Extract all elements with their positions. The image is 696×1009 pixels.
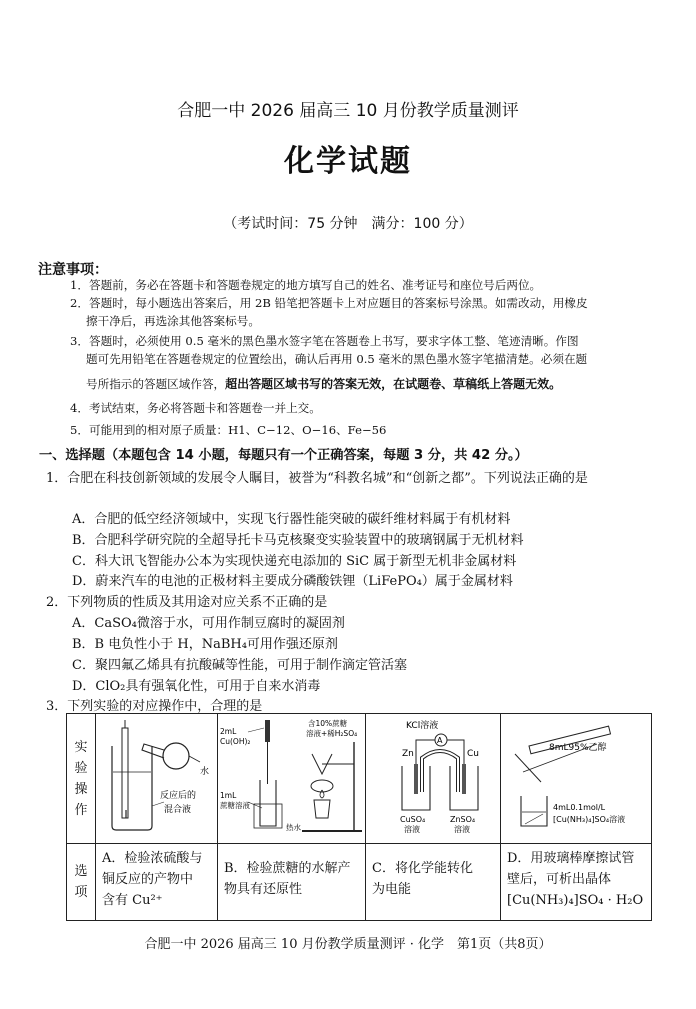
figure-d-cell bbox=[501, 714, 652, 844]
label-ethanol: 8mL95%乙醇 bbox=[549, 743, 607, 753]
figure-d-apparatus bbox=[501, 714, 651, 839]
notice-item-3-line3 bbox=[86, 375, 561, 393]
section-heading: 一、选择题（本题包含 14 小题，每题只有一个正确答案，每题 3 分，共 42 分。） bbox=[39, 448, 528, 463]
label-zn: Zn bbox=[402, 749, 414, 759]
q3-option-d: D．用玻璃棒摩擦试管 壁后，可析出晶体 [Cu(NH₃)₄]SO₄ · H₂O bbox=[501, 844, 652, 921]
notice-item-2-line2: 擦干净后，再选涂其他答案标号。 bbox=[86, 314, 260, 328]
label-cuoh: Cu(OH)₂ bbox=[220, 737, 251, 746]
notice-item-5: 5．可能用到的相对原子质量：H1、C−12、O−16、Fe−56 bbox=[70, 423, 387, 437]
label-cuso4: CuSO₄ bbox=[400, 815, 426, 824]
q2-option-d: D．ClO₂具有强氧化性，可用于自来水消毒 bbox=[72, 679, 321, 694]
label-mixture-top-2: 溶液+稀H₂SO₄ bbox=[306, 729, 358, 738]
q1-option-a: A．合肥的低空经济领域中，实现飞行器性能突破的碳纤维材料属于有机材料 bbox=[72, 512, 511, 527]
figure-c-galvanic-cell bbox=[366, 714, 500, 839]
label-mixture-1: 反应后的 bbox=[160, 791, 197, 801]
notice-item-4: 4．考试结束，务必将答题卡和答题卷一并上交。 bbox=[70, 401, 321, 415]
row-header-options: 选 项 bbox=[67, 844, 96, 921]
q3-option-c: C．将化学能转化 为电能 bbox=[366, 844, 501, 921]
q3-experiment-table bbox=[66, 713, 652, 921]
figure-b-cell bbox=[218, 714, 366, 844]
row-header-operation: 实 验 操 作 bbox=[67, 714, 96, 844]
notice-item-3-emphasis: 超出答题区域书写的答案无效，在试题卷、草稿纸上答题无效。 bbox=[225, 377, 562, 391]
exam-info: （考试时间：75 分钟 满分：100 分） bbox=[223, 216, 473, 232]
paper-title: 化学试题 bbox=[284, 144, 412, 179]
figure-a-cell bbox=[96, 714, 218, 844]
figure-c-cell bbox=[366, 714, 501, 844]
notice-item-3-plain: 号所指示的答题区域作答， bbox=[86, 377, 226, 391]
figure-a-apparatus bbox=[96, 714, 217, 839]
q3-option-a: A．检验浓硫酸与 铜反应的产物中 含有 Cu²⁺ bbox=[96, 844, 218, 921]
notice-heading: 注意事项： bbox=[38, 262, 108, 278]
q2-option-a: A．CaSO₄微溶于水，可用作制豆腐时的凝固剂 bbox=[72, 616, 345, 631]
label-hot-water: 热水 bbox=[286, 823, 301, 832]
q3-stem: 3．下列实验的对应操作中，合理的是 bbox=[46, 699, 263, 714]
q3-option-b: B．检验蔗糖的水解产 物具有还原性 bbox=[218, 844, 366, 921]
q1-option-c: C．科大讯飞智能办公本为实现快递充电添加的 SiC 属于新型无机非金属材料 bbox=[72, 554, 517, 569]
label-mixture-top-1: 含10%蔗糖 bbox=[308, 719, 348, 728]
label-cuso4-solution: 溶液 bbox=[404, 825, 420, 834]
label-znso4-solution: 溶液 bbox=[454, 825, 470, 834]
q1-stem: 1．合肥在科技创新领域的发展令人瞩目，被誉为“科教名城”和“创新之都”。下列说法正确的是 bbox=[46, 471, 588, 486]
label-sucrose: 蔗糖溶液 bbox=[220, 801, 250, 810]
q1-option-b: B．合肥科学研究院的全超导托卡马克核聚变实验装置中的玻璃钢属于无机材料 bbox=[72, 533, 524, 548]
notice-item-3-line2: 题可先用铅笔在答题卷规定的位置绘出，确认后再用 0.5 毫米的黑色墨水签字笔描清楚。必须在题 bbox=[86, 352, 588, 366]
label-mixture-2: 混合液 bbox=[164, 805, 192, 815]
school-exam-name: 合肥一中 2026 届高三 10 月份教学质量测评 bbox=[177, 101, 519, 121]
label-cuoh-volume: 2mL bbox=[220, 727, 237, 736]
label-water: 水 bbox=[200, 767, 210, 777]
label-complex-concentration: 4mL0.1mol/L bbox=[553, 803, 606, 812]
label-complex-solution: [Cu(NH₃)₄]SO₄溶液 bbox=[553, 815, 626, 824]
q2-option-b: B．B 电负性小于 H，NaBH₄可用作强还原剂 bbox=[72, 637, 338, 652]
page-footer: 合肥一中 2026 届高三 10 月份教学质量测评 · 化学 第1页（共8页） bbox=[144, 937, 552, 952]
label-cu: Cu bbox=[467, 749, 479, 759]
label-sucrose-volume: 1mL bbox=[220, 791, 237, 800]
q3-option-row bbox=[67, 844, 652, 921]
q1-option-d: D．蔚来汽车的电池的正极材料主要成分磷酸铁锂（LiFePO₄）属于金属材料 bbox=[72, 574, 513, 589]
notice-item-1: 1．答题前，务必在答题卡和答题卷规定的地方填写自己的姓名、准考证号和座位号后两位。 bbox=[70, 278, 542, 292]
q2-stem: 2．下列物质的性质及其用途对应关系不正确的是 bbox=[46, 595, 328, 610]
label-kcl: KCl溶液 bbox=[406, 721, 439, 731]
q3-figure-row bbox=[67, 714, 652, 844]
q2-option-c: C．聚四氟乙烯具有抗酸碱等性能，可用于制作滴定管活塞 bbox=[72, 658, 407, 673]
label-ammeter: A bbox=[437, 736, 443, 745]
notice-item-3-line1: 3．答题时，必须使用 0.5 毫米的黑色墨水签字笔在答题卷上书写，要求字体工整、笔迹清晰。作图 bbox=[70, 334, 579, 348]
figure-b-apparatus bbox=[218, 714, 365, 839]
notice-item-2-line1: 2．答题时，每小题选出答案后，用 2B 铅笔把答题卡上对应题目的答案标号涂黑。如需改动，用橡皮 bbox=[70, 296, 588, 310]
label-znso4: ZnSO₄ bbox=[450, 815, 476, 824]
